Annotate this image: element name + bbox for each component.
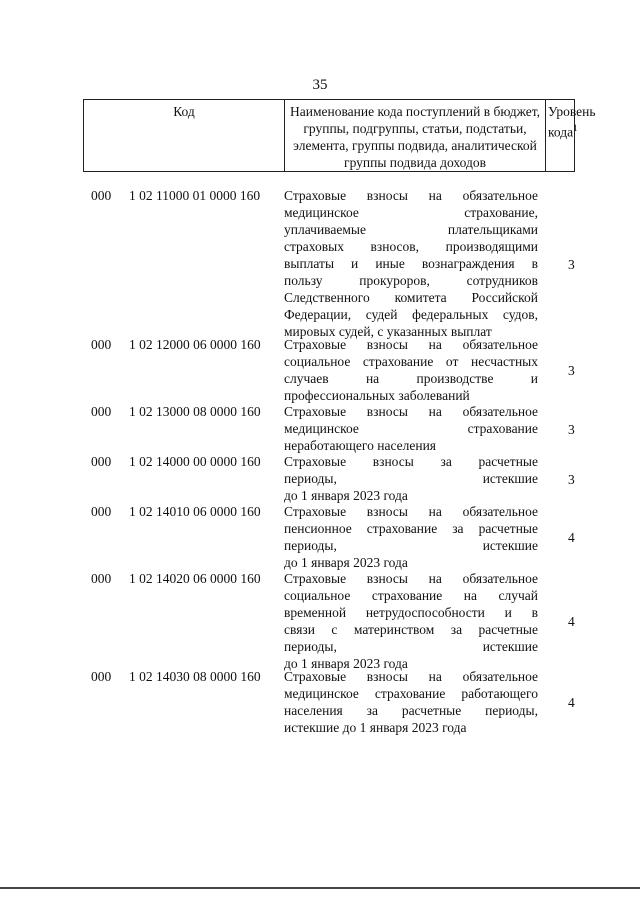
revenue-code: 1 02 14010 06 0000 160	[129, 504, 261, 519]
admin-code: 000	[91, 571, 112, 586]
revenue-name	[284, 336, 538, 404]
revenue-name-line: случаев на производстве и	[284, 371, 538, 386]
revenue-name-line: выплаты и иные вознаграждения в	[284, 256, 538, 271]
revenue-code: 1 02 14020 06 0000 160	[129, 571, 261, 586]
table-row	[0, 403, 640, 454]
header-level	[546, 100, 596, 172]
revenue-name-line: до 1 января 2023 года	[284, 656, 408, 671]
revenue-name-line: Страховые взносы на обязательное	[284, 571, 538, 586]
table-row	[0, 453, 640, 504]
revenue-name-line: до 1 января 2023 года	[284, 555, 408, 570]
revenue-name-line: связи с материнством за расчетные	[284, 622, 538, 637]
revenue-name-line: неработающего населения	[284, 438, 437, 453]
revenue-name-line: пользу прокуроров, сотрудников	[284, 273, 538, 288]
revenue-name-line: периоды, истекшие	[284, 639, 538, 654]
revenue-code: 1 02 11000 01 0000 160	[129, 188, 261, 203]
table-row	[0, 503, 640, 571]
page-number: 35	[312, 77, 328, 93]
revenue-name-line: временной нетрудоспособности и в	[284, 605, 538, 620]
code-level: 3	[568, 363, 575, 378]
table-row	[0, 187, 640, 340]
revenue-name	[284, 668, 538, 736]
table-header	[83, 99, 596, 172]
code-level: 3	[568, 257, 575, 272]
revenue-name-line: социальное страхование на случай	[284, 588, 538, 603]
revenue-code: 1 02 14000 00 0000 160	[129, 454, 261, 469]
revenue-name-line: пенсионное страхование за расчетные	[284, 521, 538, 536]
revenue-name-line: Федерации, судей федеральных судов,	[284, 307, 538, 322]
revenue-name-line: Страховые взносы на обязательное	[284, 337, 538, 352]
revenue-name	[284, 187, 538, 340]
admin-code: 000	[91, 454, 112, 469]
admin-code: 000	[91, 669, 112, 684]
page-bottom-edge	[0, 887, 640, 889]
revenue-name-line: периоды, истекшие	[284, 471, 538, 486]
revenue-name-line: Следственного комитета Российской	[284, 290, 538, 305]
revenue-code: 1 02 14030 08 0000 160	[129, 669, 261, 684]
revenue-code: 1 02 13000 08 0000 160	[129, 404, 261, 419]
revenue-name-line: уплачиваемые плательщиками	[284, 222, 538, 237]
code-level: 3	[568, 472, 575, 487]
revenue-name-line: периоды, истекшие	[284, 538, 538, 553]
revenue-name-line: Страховые взносы на обязательное	[284, 404, 538, 419]
code-level: 4	[568, 530, 575, 545]
revenue-name-line: профессиональных заболеваний	[284, 388, 470, 403]
header-code: Код	[84, 100, 285, 172]
table-row	[0, 668, 640, 736]
header-level-label: Уровень кода	[548, 104, 596, 140]
revenue-name-line: медицинское страхование,	[284, 205, 538, 220]
table-row	[0, 570, 640, 672]
admin-code: 000	[91, 504, 112, 519]
revenue-name-line: мировых судей, с указанных выплат	[284, 324, 492, 339]
revenue-name-line: страховых взносов, производящими	[284, 239, 538, 254]
code-level: 4	[568, 695, 575, 710]
revenue-name	[284, 503, 538, 571]
revenue-name-line: Страховые взносы на обязательное	[284, 669, 538, 684]
revenue-code: 1 02 12000 06 0000 160	[129, 337, 261, 352]
admin-code: 000	[91, 337, 112, 352]
revenue-name-line: медицинское страхование работающего	[284, 686, 538, 701]
admin-code: 000	[91, 188, 112, 203]
header-name: Наименование кода поступлений в бюджет, группы, подгруппы, статьи, подстатьи, элемента, группы подвида, аналитической группы подвида доходов	[285, 100, 546, 172]
code-level: 4	[568, 614, 575, 629]
revenue-name-line: медицинское страхование	[284, 421, 538, 436]
revenue-name-line: Страховые взносы на обязательное	[284, 188, 538, 203]
revenue-name-line: истекшие до 1 января 2023 года	[284, 720, 467, 735]
table-row	[0, 336, 640, 404]
revenue-name-line: до 1 января 2023 года	[284, 488, 408, 503]
admin-code: 000	[91, 404, 112, 419]
revenue-name-line: социальное страхование от несчастных	[284, 354, 538, 369]
footnote-mark: 1	[573, 123, 578, 133]
revenue-name	[284, 453, 538, 504]
revenue-name	[284, 403, 538, 454]
revenue-name-line: Страховые взносы за расчетные	[284, 454, 538, 469]
revenue-name-line: населения за расчетные периоды,	[284, 703, 538, 718]
code-level: 3	[568, 422, 575, 437]
revenue-name-line: Страховые взносы на обязательное	[284, 504, 538, 519]
revenue-name	[284, 570, 538, 672]
